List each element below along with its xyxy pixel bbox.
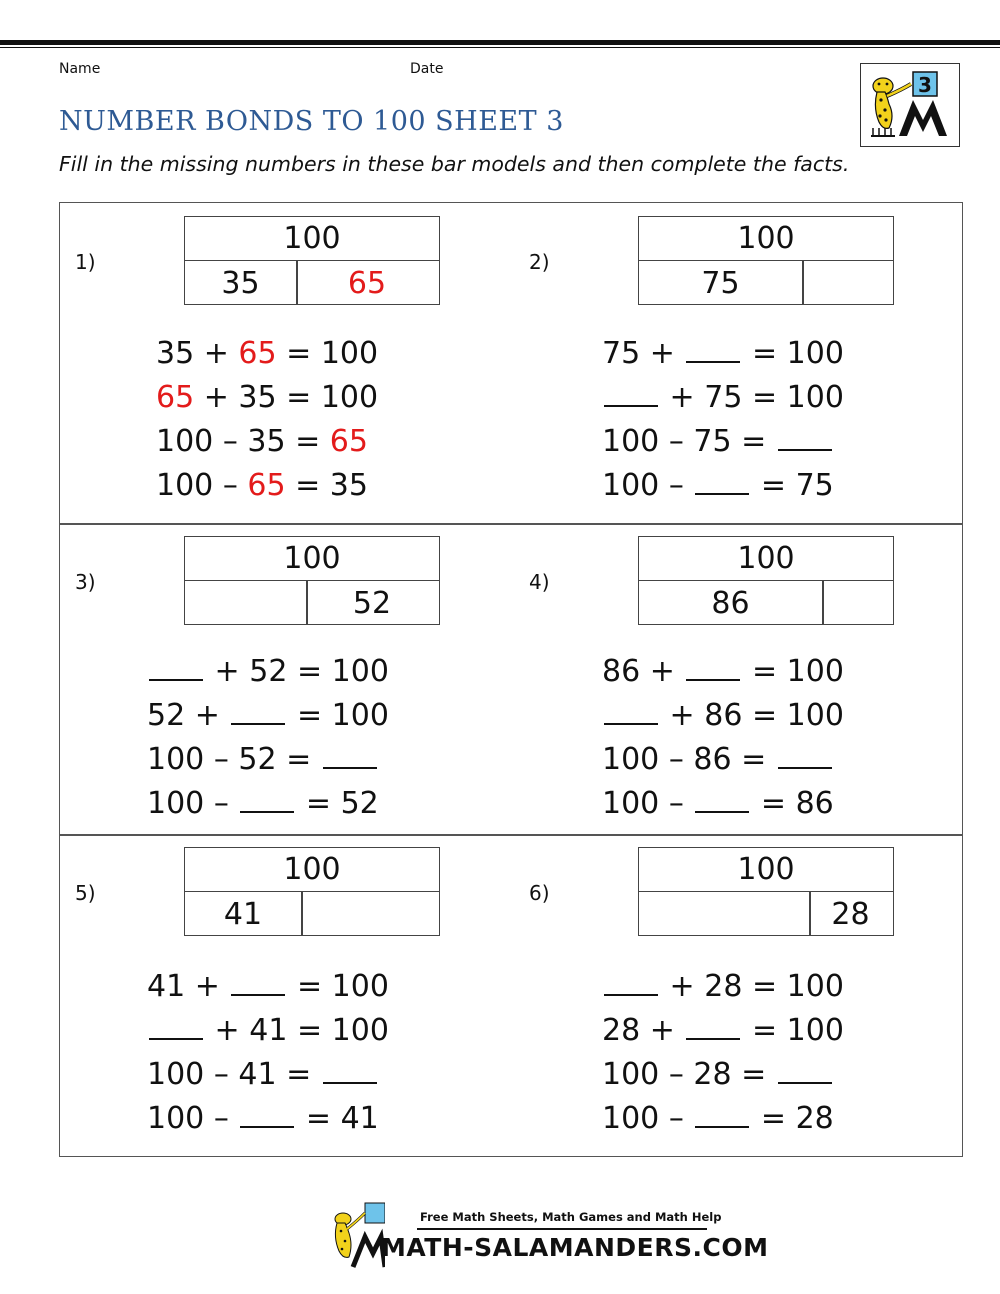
fact-equals: = [305, 1101, 332, 1136]
fact-number: 41 [238, 1057, 277, 1092]
fact-list [147, 965, 389, 1141]
problem-number: 6) [529, 881, 550, 905]
fact-equals: = [751, 654, 778, 689]
answer-blank[interactable] [778, 739, 832, 769]
top-rule-thin [0, 47, 1000, 48]
fact-operator: – [222, 424, 238, 459]
fact-equals: = [751, 380, 778, 415]
bar-total: 100 [185, 848, 439, 892]
fact-number: 100 [156, 468, 214, 503]
fact-line [602, 376, 844, 420]
bar-total: 100 [639, 217, 893, 261]
fact-number: 52 [147, 698, 186, 733]
fact-number: 100 [786, 698, 844, 733]
fact-operator: + [649, 654, 675, 689]
bar-model [184, 536, 440, 625]
page-title: NUMBER BONDS TO 100 SHEET 3 [59, 106, 564, 137]
fact-number: 65 [156, 380, 195, 415]
bar-part-right: 28 [831, 897, 870, 932]
fact-equals: = [760, 468, 787, 503]
answer-blank[interactable] [240, 783, 294, 813]
answer-blank[interactable] [695, 465, 749, 495]
fact-operator: – [213, 1057, 229, 1092]
bar-part-right: 65 [347, 266, 387, 301]
fact-equals: = [741, 424, 767, 459]
bar-total: 100 [639, 537, 893, 581]
answer-blank[interactable] [686, 333, 740, 363]
fact-number: 100 [786, 1013, 844, 1048]
fact-line [147, 782, 389, 826]
problem-number: 5) [75, 881, 96, 905]
fact-line [147, 965, 389, 1009]
fact-list [602, 650, 844, 826]
fact-list [602, 965, 844, 1141]
fact-operator: + [214, 1013, 240, 1048]
fact-equals: = [741, 742, 767, 777]
fact-number: 75 [795, 468, 834, 503]
answer-blank[interactable] [323, 739, 377, 769]
answer-blank[interactable] [604, 966, 658, 996]
answer-blank[interactable] [323, 1054, 377, 1084]
fact-equals: = [741, 1057, 767, 1092]
fact-line [156, 420, 378, 464]
fact-equals: = [296, 698, 323, 733]
fact-operator: – [213, 742, 229, 777]
fact-number: 100 [602, 1101, 660, 1136]
footer [325, 1195, 769, 1275]
bar-model [638, 216, 894, 305]
fact-number: 41 [340, 1101, 379, 1136]
fact-number: 100 [331, 654, 389, 689]
fact-number: 100 [147, 1057, 205, 1092]
footer-rule [417, 1228, 707, 1230]
fact-number: 100 [147, 1101, 205, 1136]
answer-blank[interactable] [686, 651, 740, 681]
fact-line [602, 1097, 844, 1141]
fact-number: 100 [331, 1013, 389, 1048]
bar-part-left: 86 [711, 586, 750, 621]
fact-equals: = [760, 1101, 787, 1136]
answer-blank[interactable] [695, 783, 749, 813]
fact-operator: – [213, 1101, 229, 1136]
answer-blank[interactable] [686, 1010, 740, 1040]
fact-operator: – [668, 468, 684, 503]
bar-model [184, 847, 440, 936]
fact-number: 65 [329, 424, 368, 459]
answer-blank[interactable] [695, 1098, 749, 1128]
logo-grade: 3 [918, 73, 932, 97]
fact-number: 100 [786, 380, 844, 415]
fact-number: 52 [249, 654, 288, 689]
fact-number: 100 [602, 424, 660, 459]
fact-operator: + [669, 969, 695, 1004]
fact-line [602, 782, 844, 826]
fact-equals: = [751, 698, 778, 733]
footer-salamander-icon [325, 1201, 385, 1271]
fact-line [147, 1009, 389, 1053]
answer-blank[interactable] [149, 1010, 203, 1040]
fact-equals: = [286, 1057, 312, 1092]
fact-line [602, 332, 844, 376]
fact-line [602, 738, 844, 782]
fact-operator: – [668, 742, 684, 777]
fact-number: 100 [156, 424, 214, 459]
fact-number: 65 [247, 468, 286, 503]
fact-line [156, 376, 378, 420]
fact-operator: + [669, 698, 695, 733]
fact-equals: = [296, 1013, 323, 1048]
fact-list [602, 332, 844, 508]
fact-number: 28 [602, 1013, 641, 1048]
fact-operator: + [194, 969, 220, 1004]
fact-equals: = [751, 1013, 778, 1048]
bar-part-left[interactable] [185, 581, 306, 624]
footer-tagline: Free Math Sheets, Math Games and Math Help [420, 1210, 722, 1224]
problem-number: 3) [75, 570, 96, 594]
bar-total: 100 [639, 848, 893, 892]
fact-number: 35 [329, 468, 368, 503]
fact-operator: + [214, 654, 240, 689]
fact-line [147, 694, 389, 738]
fact-equals: = [286, 380, 312, 415]
fact-number: 65 [238, 336, 277, 371]
fact-line [602, 464, 844, 508]
fact-operator: + [203, 336, 229, 371]
fact-number: 86 [795, 786, 834, 821]
fact-line [602, 965, 844, 1009]
fact-operator: – [222, 468, 238, 503]
bar-part-left: 41 [223, 897, 263, 932]
fact-number: 100 [786, 336, 844, 371]
fact-number: 41 [147, 969, 186, 1004]
fact-line [147, 1097, 389, 1141]
fact-line [602, 420, 844, 464]
fact-line [147, 1053, 389, 1097]
fact-number: 41 [249, 1013, 288, 1048]
fact-equals: = [296, 969, 323, 1004]
fact-operator: + [649, 1013, 675, 1048]
bar-part-left: 75 [701, 266, 740, 301]
instructions: Fill in the missing numbers in these bar models and then complete the facts. [59, 152, 850, 176]
fact-number: 75 [693, 424, 732, 459]
fact-operator: – [668, 1101, 684, 1136]
date-label: Date [410, 61, 444, 77]
bar-part-right[interactable] [301, 892, 438, 935]
bar-total: 100 [185, 217, 439, 261]
fact-number: 100 [147, 742, 205, 777]
fact-operator: + [203, 380, 229, 415]
fact-number: 86 [704, 698, 743, 733]
fact-equals: = [751, 336, 778, 371]
answer-blank[interactable] [778, 1054, 832, 1084]
fact-equals: = [296, 654, 323, 689]
fact-number: 100 [602, 786, 660, 821]
fact-number: 52 [238, 742, 277, 777]
fact-operator: + [194, 698, 220, 733]
fact-number: 35 [156, 336, 195, 371]
fact-number: 100 [602, 468, 660, 503]
answer-blank[interactable] [231, 966, 285, 996]
fact-equals: = [286, 742, 312, 777]
fact-number: 100 [147, 786, 205, 821]
fact-number: 28 [693, 1057, 732, 1092]
bar-part-right[interactable] [802, 261, 892, 304]
bar-part-right[interactable] [822, 581, 892, 624]
fact-number: 100 [331, 969, 389, 1004]
fact-equals: = [760, 786, 787, 821]
fact-number: 35 [238, 380, 277, 415]
fact-number: 100 [786, 969, 844, 1004]
fact-number: 75 [602, 336, 641, 371]
fact-equals: = [295, 468, 321, 503]
bar-part-left[interactable] [639, 892, 809, 935]
row-divider [60, 834, 962, 836]
bar-model [184, 216, 440, 305]
answer-blank[interactable] [778, 421, 832, 451]
fact-number: 100 [786, 654, 844, 689]
footer-site-link[interactable]: MATH-SALAMANDERS.COM [381, 1233, 769, 1262]
fact-number: 100 [331, 698, 389, 733]
fact-number: 86 [602, 654, 641, 689]
answer-blank[interactable] [240, 1098, 294, 1128]
fact-operator: – [668, 424, 684, 459]
fact-equals: = [305, 786, 332, 821]
fact-line [147, 738, 389, 782]
fact-operator: – [668, 786, 684, 821]
answer-blank[interactable] [149, 651, 203, 681]
answer-blank[interactable] [604, 695, 658, 725]
fact-equals: = [751, 969, 778, 1004]
salamander-icon [861, 64, 959, 146]
fact-operator: – [213, 786, 229, 821]
fact-equals: = [286, 336, 312, 371]
fact-operator: + [649, 336, 675, 371]
fact-list [156, 332, 378, 508]
bar-part-left: 35 [221, 266, 260, 301]
fact-number: 100 [320, 336, 379, 371]
fact-line [147, 650, 389, 694]
fact-line [602, 1053, 844, 1097]
fact-number: 100 [320, 380, 379, 415]
row-divider [60, 523, 962, 525]
fact-number: 100 [602, 742, 660, 777]
problem-number: 4) [529, 570, 550, 594]
fact-number: 86 [693, 742, 732, 777]
fact-number: 28 [795, 1101, 834, 1136]
fact-number: 52 [340, 786, 379, 821]
fact-number: 28 [704, 969, 743, 1004]
salamander-logo [860, 63, 960, 147]
fact-line [156, 332, 378, 376]
answer-blank[interactable] [604, 377, 658, 407]
fact-operator: + [669, 380, 695, 415]
name-label: Name [59, 61, 101, 77]
answer-blank[interactable] [231, 695, 285, 725]
top-rule [0, 40, 1000, 45]
fact-number: 100 [602, 1057, 660, 1092]
fact-operator: – [668, 1057, 684, 1092]
fact-equals: = [295, 424, 321, 459]
fact-line [602, 650, 844, 694]
fact-number: 75 [704, 380, 743, 415]
bar-total: 100 [185, 537, 439, 581]
problem-number: 1) [75, 250, 96, 274]
problem-number: 2) [529, 250, 550, 274]
fact-line [156, 464, 378, 508]
fact-line [602, 1009, 844, 1053]
fact-line [602, 694, 844, 738]
bar-model [638, 536, 894, 625]
fact-number: 35 [247, 424, 286, 459]
bar-model [638, 847, 894, 936]
bar-part-right: 52 [352, 586, 392, 621]
fact-list [147, 650, 389, 826]
